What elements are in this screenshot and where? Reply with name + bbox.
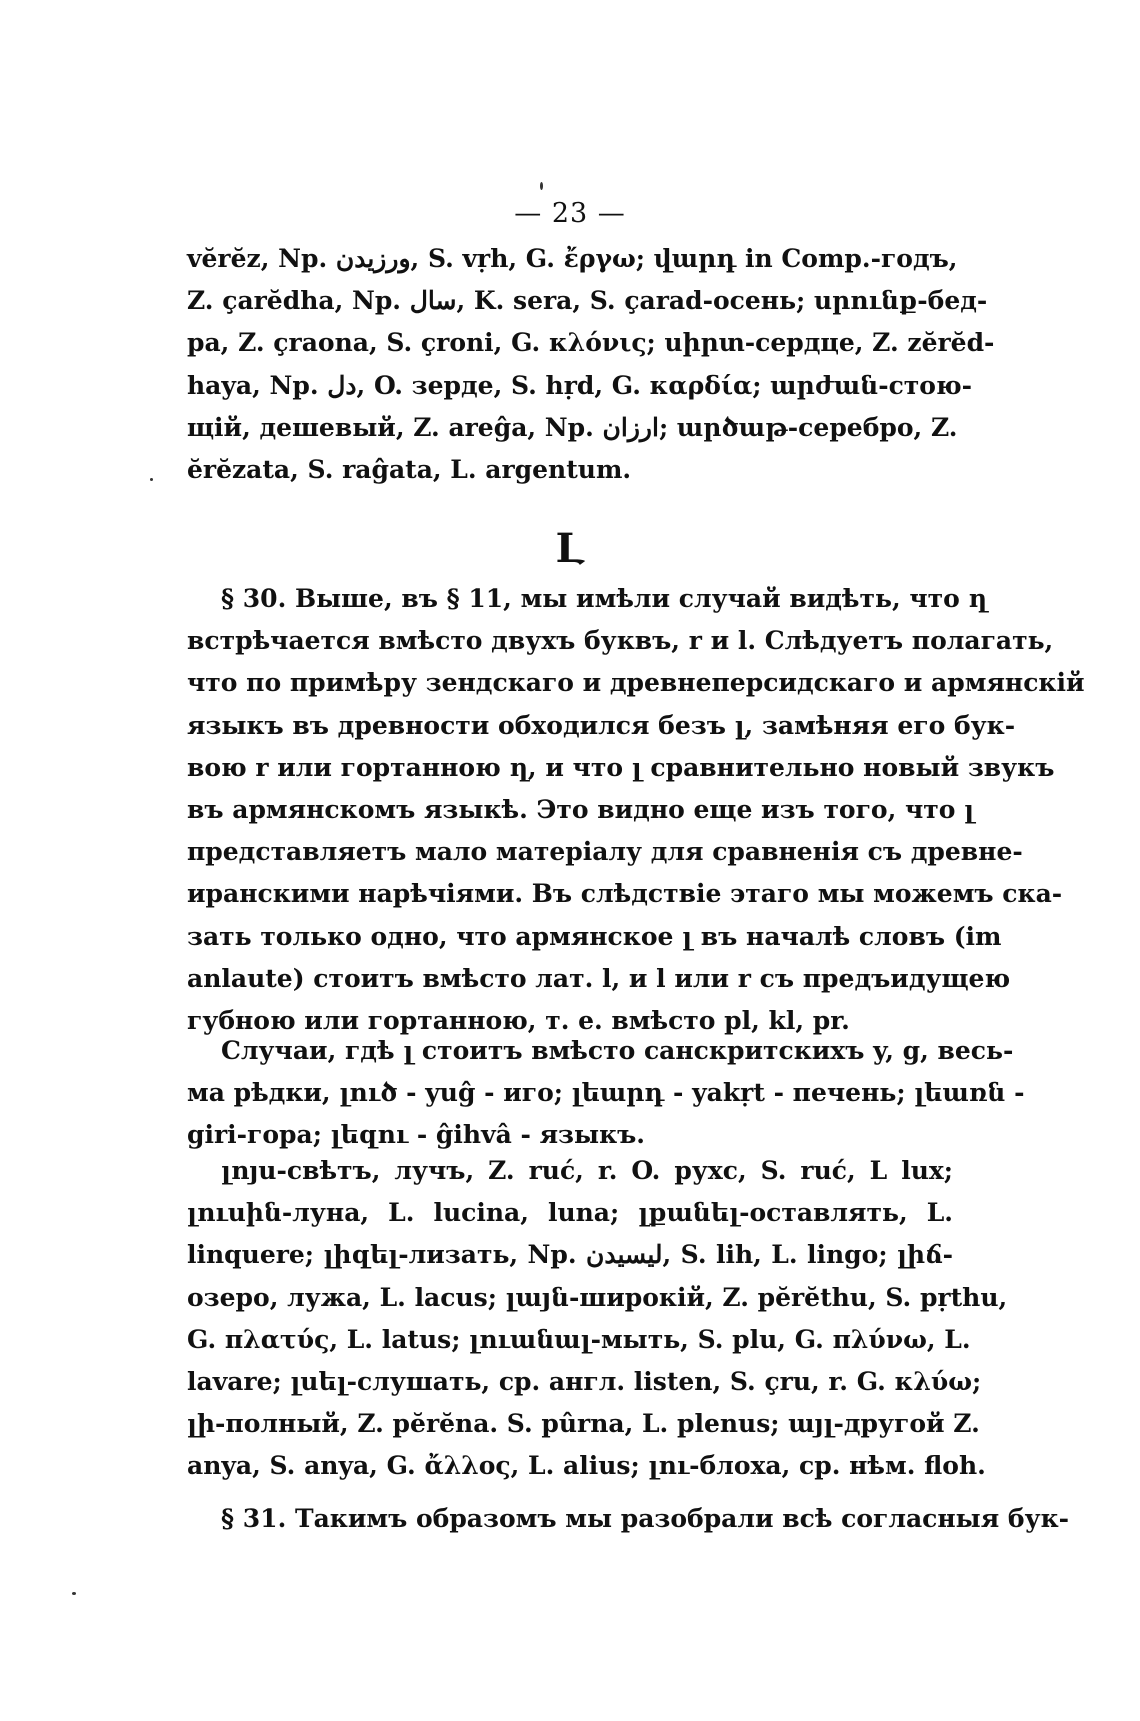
- text-line: ма рѣдки, լուծ - yuĝ - иго; լեարդ - yakṛt - печень; լեառն -: [187, 1078, 1025, 1108]
- text-line: языкъ въ древности обходился безъ լ, замѣняя его бук-: [187, 710, 1016, 740]
- text-line: giri-гора; լեզու - ĝihvâ - языкъ.: [187, 1120, 646, 1150]
- cases-paragraph: [187, 1030, 1025, 1157]
- page-number: — 23 —: [514, 198, 626, 229]
- text-line: что по примѣру зендскаго и древнеперсидскаго и армянскій: [187, 668, 1085, 698]
- text-line: Z. çarĕdha, Np. سال, K. sera, S. çarad-осень; սրունք-бед-: [187, 286, 988, 316]
- text-line: § 31. Такимъ образомъ мы разобрали всѣ согласныя бук-: [221, 1504, 1070, 1533]
- text-line: иранскими нарѣчіями. Въ слѣдствіе этаго мы можемъ ска-: [187, 879, 1063, 909]
- text-line: губною или гортанною, т. е. вмѣсто pl, kl, pr.: [187, 1006, 850, 1036]
- text-line: vĕrĕz, Np. ورزيدن, S. vṛh, G. ἔργω; վարդ in Comp.-годъ,: [187, 244, 958, 273]
- text-line: вою r или гортанною ղ, и что լ сравнительно новый звукъ: [187, 752, 1055, 782]
- text-line: озеро, лужа, L. lacus; լայն-широкій, Z. pĕrĕthu, S. pṛthu,: [187, 1282, 1008, 1312]
- etymology-paragraph-1: [187, 238, 995, 491]
- print-speck: [72, 1592, 76, 1595]
- text-line: въ армянскомъ языкѣ. Это видно еще изъ того, что լ: [187, 795, 975, 825]
- text-line: լուսին-луна, L. lucina, luna; լքանել-оставлять, L.: [187, 1198, 953, 1228]
- section-31-paragraph: [187, 1498, 1070, 1540]
- text-line: G. πλατύς, L. latus; լուանալ-мыть, S. plu, G. πλύνω, L.: [187, 1324, 971, 1354]
- text-line: представляетъ мало матеріалу для сравненія съ древне-: [187, 837, 1023, 867]
- text-line: § 30. Выше, въ § 11, мы имѣли случай видѣть, что ղ: [221, 584, 988, 613]
- text-line: щій, дешевый, Z. areĝa, Np. ارزان; արծաթ-серебро, Z.: [187, 412, 958, 442]
- text-line: зать только одно, что армянское լ въ началѣ словъ (im: [187, 921, 1002, 951]
- print-speck: [540, 182, 543, 190]
- text-line: linquere; լիզել-лизать, Np. ليسيدن, S. lih, L. lingo; լիճ-: [187, 1240, 953, 1270]
- text-line: լի-полный, Z. pĕrĕna. S. pûrna, L. plenus; այլ-другой Z.: [187, 1409, 980, 1439]
- section-30-paragraph: [187, 578, 1085, 1042]
- text-line: haya, Np. دل, O. зерде, S. hṛd, G. καρδία; արժան-стою-: [187, 370, 972, 400]
- examples-paragraph: [187, 1150, 1008, 1488]
- text-line: ĕrĕzata, S. raĝata, L. argentum.: [187, 455, 632, 485]
- text-line: встрѣчается вмѣсто двухъ буквъ, r и l. Слѣдуетъ полагать,: [187, 626, 1054, 656]
- text-line: anlaute) стоитъ вмѣсто лат. l, и l или r съ предъидущею: [187, 963, 1011, 993]
- print-speck: [150, 478, 153, 481]
- text-line: anya, S. anya, G. ἄλλος, L. alius; լու-блоха, ср. нѣм. floh.: [187, 1451, 986, 1481]
- text-line: լոյս-свѣтъ, лучъ, Z. ruć, r. O. рухс, S. ruć, L lux;: [221, 1156, 953, 1185]
- text-line: lavare; լսել-слушать, ср. англ. listen, S. çru, r. G. κλύω;: [187, 1367, 982, 1397]
- text-line: ра, Z. çraona, S. çroni, G. κλόνις; սիրտ-сердце, Z. zĕrĕd-: [187, 328, 995, 358]
- section-heading-letter: Լ: [555, 525, 585, 572]
- text-line: Случаи, гдѣ լ стоитъ вмѣсто санскритскихъ y, g, весь-: [221, 1036, 1014, 1065]
